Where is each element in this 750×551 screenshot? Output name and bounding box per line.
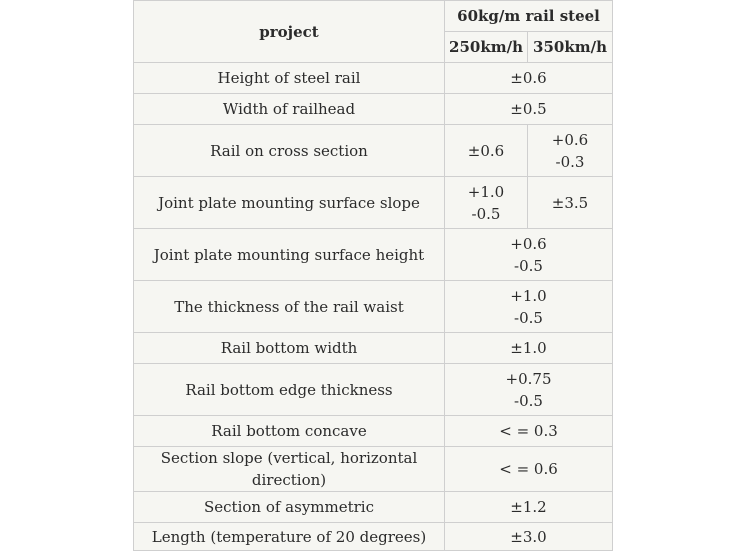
row-value: ±1.0 <box>445 333 613 364</box>
row-value-250: ±0.6 <box>445 125 528 177</box>
tolerance-upper: +0.6 <box>551 130 589 149</box>
tolerance-upper: +0.75 <box>505 369 552 388</box>
table-row <box>134 177 613 229</box>
header-350kmh: 350km/h <box>528 32 613 63</box>
header-project: project <box>134 1 445 63</box>
row-value: ±3.0 <box>445 523 613 551</box>
row-label: Height of steel rail <box>134 63 445 94</box>
tolerance-lower: -0.5 <box>514 308 543 327</box>
row-value: < = 0.3 <box>445 416 613 447</box>
row-label: Joint plate mounting surface height <box>134 229 445 281</box>
row-label: Section slope (vertical, horizontal direction) <box>134 447 445 492</box>
row-value: < = 0.6 <box>445 447 613 492</box>
row-label: Width of railhead <box>134 94 445 125</box>
row-label: Rail bottom edge thickness <box>134 364 445 416</box>
row-label: Rail on cross section <box>134 125 445 177</box>
tolerance-upper: +1.0 <box>510 286 547 305</box>
row-value: ±1.2 <box>445 492 613 523</box>
tolerance-lower: -0.3 <box>555 152 585 171</box>
row-label: Length (temperature of 20 degrees) <box>134 523 445 551</box>
tolerance-lower: -0.5 <box>514 256 543 275</box>
header-rail-steel: 60kg/m rail steel <box>445 1 613 32</box>
row-value <box>445 364 613 416</box>
row-label: Rail bottom width <box>134 333 445 364</box>
row-value-350: ±3.5 <box>528 177 613 229</box>
spec-table-container <box>133 0 612 546</box>
tolerance-upper: +0.6 <box>510 234 547 253</box>
row-label: Joint plate mounting surface slope <box>134 177 445 229</box>
table-row <box>134 364 613 416</box>
row-value-350 <box>528 125 613 177</box>
row-value <box>445 229 613 281</box>
tolerance-lower: -0.5 <box>514 391 543 410</box>
row-value: ±0.6 <box>445 63 613 94</box>
table-row <box>134 523 613 551</box>
row-label: Rail bottom concave <box>134 416 445 447</box>
row-label: The thickness of the rail waist <box>134 281 445 333</box>
table-row <box>134 125 613 177</box>
table-row <box>134 333 613 364</box>
table-row <box>134 281 613 333</box>
tolerance-lower: -0.5 <box>471 204 501 223</box>
table-row <box>134 229 613 281</box>
table-row <box>134 492 613 523</box>
table-row <box>134 447 613 492</box>
row-value: ±0.5 <box>445 94 613 125</box>
table-row <box>134 94 613 125</box>
table-row <box>134 63 613 94</box>
tolerance-upper: +1.0 <box>467 182 505 201</box>
header-250kmh: 250km/h <box>445 32 528 63</box>
row-label: Section of asymmetric <box>134 492 445 523</box>
row-value <box>445 281 613 333</box>
header-row <box>134 1 613 32</box>
table-row <box>134 416 613 447</box>
row-value-250 <box>445 177 528 229</box>
rail-tolerance-table <box>133 0 613 551</box>
